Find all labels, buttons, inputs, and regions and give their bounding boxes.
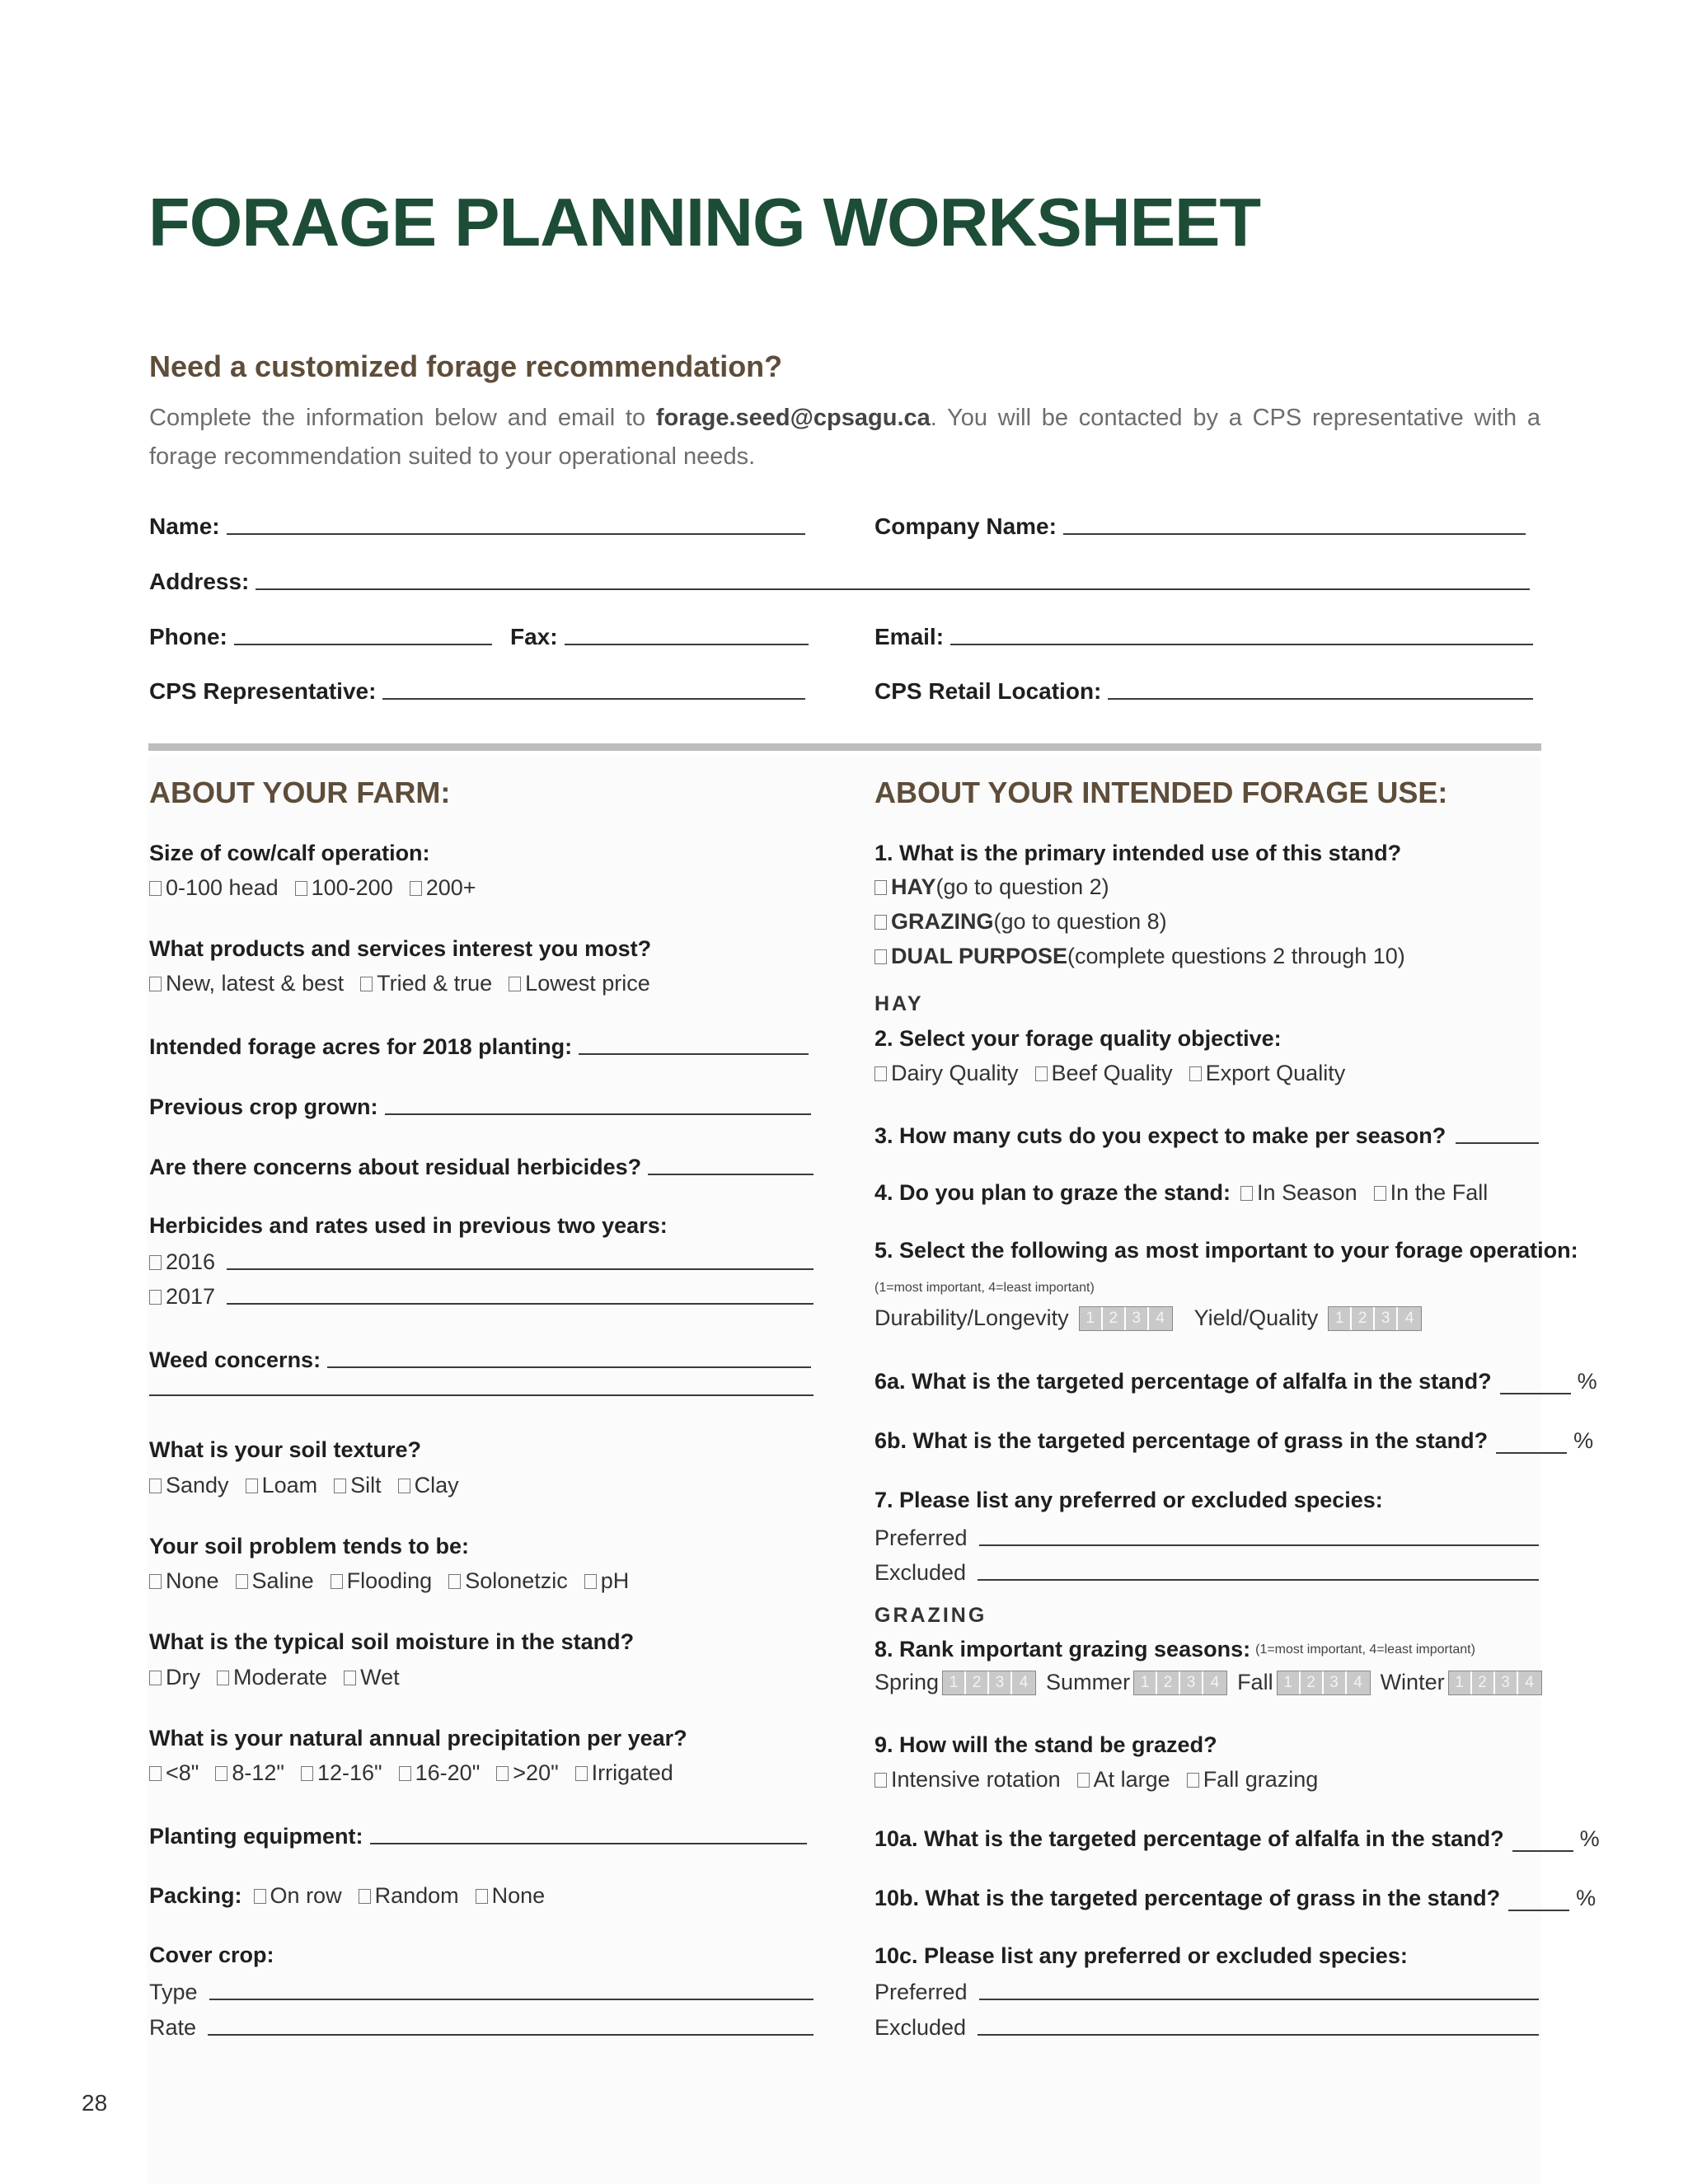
size-option[interactable]: 100-200 [295, 875, 393, 901]
checkbox[interactable] [398, 1479, 410, 1493]
section-divider [148, 743, 1541, 751]
herbicide-rates-question: Herbicides and rates used in previous two years: [149, 1213, 668, 1238]
durability-label: Durability/Longevity [874, 1305, 1069, 1330]
cover-crop-question: Cover crop: [149, 1943, 274, 1967]
soil-texture-option[interactable]: Loam [246, 1473, 318, 1498]
soil-texture-option[interactable]: Sandy [149, 1473, 229, 1498]
q1-primary-use: 1. What is the primary intended use of this stand? [874, 841, 1402, 865]
soil-problem-option[interactable]: Saline [236, 1568, 314, 1594]
hay-subheading: HAY [874, 992, 924, 1015]
checkbox[interactable] [360, 977, 373, 991]
address-field[interactable]: Address: [149, 562, 1530, 595]
q2-quality-objective: 2. Select your forage quality objective: [874, 1026, 1282, 1051]
cps-rep-field[interactable]: CPS Representative: [149, 672, 805, 705]
checkbox[interactable] [410, 881, 422, 896]
soil-texture-option[interactable]: Clay [398, 1473, 459, 1498]
yield-label: Yield/Quality [1193, 1305, 1319, 1330]
phone-field[interactable]: Phone: [149, 617, 492, 650]
fall-rank[interactable]: 1 2 3 4 [1277, 1671, 1371, 1695]
q1-option-hay[interactable]: HAY (go to question 2) [874, 874, 1109, 900]
checkbox[interactable] [215, 1766, 227, 1781]
grass-percent-input[interactable] [1496, 1427, 1567, 1454]
grazing-subheading: GRAZING [874, 1604, 987, 1627]
size-option[interactable]: 0-100 head [149, 875, 279, 901]
checkbox[interactable] [254, 1889, 266, 1904]
cps-retail-field[interactable]: CPS Retail Location: [874, 672, 1533, 705]
residual-herbicide-field[interactable]: Are there concerns about residual herbicides? [149, 1147, 814, 1180]
checkbox[interactable] [1189, 1066, 1202, 1081]
grazing-method-option[interactable]: Fall grazing [1187, 1767, 1319, 1793]
q2-options [874, 1061, 1362, 1086]
alfalfa-percent-input-2[interactable] [1512, 1825, 1573, 1852]
checkbox[interactable] [149, 1255, 162, 1270]
q5-rank-row [874, 1305, 1422, 1331]
q10b-grass-row: 10b. What is the targeted percentage of grass in the stand? % [874, 1885, 1597, 1910]
checkbox[interactable] [246, 1479, 258, 1493]
quality-option[interactable]: Export Quality [1189, 1061, 1346, 1086]
q9-grazing-method: 9. How will the stand be grazed? [874, 1732, 1217, 1757]
q3-cuts-field[interactable]: 3. How many cuts do you expect to make per season? [874, 1116, 1539, 1149]
graze-option[interactable]: In the Fall [1374, 1180, 1489, 1206]
q10a-alfalfa-row: 10a. What is the targeted percentage of alfalfa in the stand? % [874, 1825, 1600, 1851]
soil-problem-option[interactable]: Flooding [331, 1568, 433, 1594]
checkbox[interactable] [399, 1766, 411, 1781]
checkbox[interactable] [584, 1574, 597, 1589]
q7-species: 7. Please list any preferred or excluded species: [874, 1488, 1383, 1512]
checkbox[interactable] [149, 1574, 162, 1589]
winter-rank[interactable]: 1 2 3 4 [1448, 1671, 1542, 1695]
checkbox[interactable] [575, 1766, 588, 1781]
packing-option[interactable]: None [476, 1883, 546, 1909]
page-number: 28 [82, 2090, 108, 2116]
q8-seasons-row: Spring 1 2 3 4 Summer 1 2 3 4 Fall 1 2 3 4 Winter 1 2 3 4 [874, 1670, 1542, 1695]
alfalfa-percent-input[interactable] [1500, 1368, 1571, 1394]
precipitation-option[interactable]: 12-16" [301, 1760, 382, 1786]
fax-field[interactable]: Fax: [510, 617, 809, 650]
previous-crop-field[interactable]: Previous crop grown: [149, 1087, 811, 1120]
q1-option-grazing[interactable]: GRAZING (go to question 8) [874, 909, 1167, 935]
email-field[interactable]: Email: [874, 617, 1533, 650]
checkbox[interactable] [1187, 1773, 1199, 1788]
checkbox[interactable] [359, 1889, 371, 1904]
precipitation-options [149, 1760, 690, 1786]
checkbox[interactable] [334, 1479, 346, 1493]
precipitation-option[interactable]: Irrigated [575, 1760, 673, 1786]
intro-paragraph: Complete the information below and email to forage.seed@cpsagu.ca. You will be contacted by a CPS representative with a forage recommendation suited to your operational needs. [149, 405, 1540, 470]
yield-rank[interactable]: 1 2 3 4 [1328, 1306, 1422, 1331]
quality-option[interactable]: Dairy Quality [874, 1061, 1019, 1086]
cover-type-field[interactable]: Type [149, 1972, 814, 2005]
q10c-preferred-field[interactable]: Preferred [874, 1972, 1539, 2005]
packing-option[interactable]: On row [254, 1883, 342, 1909]
acres-field[interactable]: Intended forage acres for 2018 planting: [149, 1027, 809, 1060]
checkbox[interactable] [1035, 1066, 1048, 1081]
name-field[interactable]: Name: [149, 507, 805, 540]
products-question: What products and services interest you most? [149, 936, 652, 961]
soil-texture-options [149, 1473, 476, 1498]
q1-option-dual[interactable]: DUAL PURPOSE (complete questions 2 through 10) [874, 944, 1405, 969]
q7-preferred-field[interactable]: Preferred [874, 1518, 1539, 1551]
herbicide-2016-field[interactable]: 2016 [149, 1242, 814, 1275]
soil-problem-option[interactable]: None [149, 1568, 219, 1594]
checkbox[interactable] [149, 881, 162, 896]
precipitation-option[interactable]: >20" [496, 1760, 558, 1786]
checkbox[interactable] [217, 1671, 229, 1685]
precipitation-question: What is your natural annual precipitation per year? [149, 1726, 687, 1750]
moisture-question: What is the typical soil moisture in the stand? [149, 1629, 635, 1654]
email-link[interactable]: forage.seed@cpsagu.ca [655, 405, 931, 431]
checkbox[interactable] [1374, 1186, 1386, 1201]
graze-option[interactable]: In Season [1240, 1180, 1357, 1206]
precipitation-option[interactable]: 8-12" [215, 1760, 284, 1786]
soil-problem-options [149, 1568, 645, 1594]
grazing-method-option[interactable]: At large [1077, 1767, 1170, 1793]
checkbox[interactable] [1077, 1773, 1090, 1788]
q5-note: (1=most important, 4=least important) [874, 1281, 1095, 1295]
checkbox[interactable] [874, 915, 887, 930]
checkbox[interactable] [301, 1766, 313, 1781]
products-option[interactable]: New, latest & best [149, 971, 344, 996]
spring-rank[interactable]: 1 2 3 4 [942, 1671, 1036, 1695]
q5-importance: 5. Select the following as most important to your forage operation: [874, 1238, 1578, 1263]
moisture-option[interactable]: Dry [149, 1665, 200, 1690]
checkbox[interactable] [149, 1766, 162, 1781]
soil-problem-option[interactable]: Solonetzic [448, 1568, 568, 1594]
checkbox[interactable] [874, 1773, 887, 1788]
checkbox[interactable] [344, 1671, 356, 1685]
moisture-option[interactable]: Moderate [217, 1665, 327, 1690]
moisture-option[interactable]: Wet [344, 1665, 400, 1690]
products-option[interactable]: Lowest price [509, 971, 650, 996]
checkbox[interactable] [874, 880, 887, 895]
farm-heading: ABOUT YOUR FARM: [149, 776, 451, 809]
q6a-alfalfa-row: 6a. What is the targeted percentage of alfalfa in the stand? % [874, 1368, 1597, 1394]
q7-excluded-field[interactable]: Excluded [874, 1553, 1539, 1586]
products-options [149, 971, 667, 996]
size-question: Size of cow/calf operation: [149, 841, 430, 865]
checkbox[interactable] [496, 1766, 509, 1781]
grass-percent-input-2[interactable] [1508, 1885, 1569, 1911]
soil-texture-option[interactable]: Silt [334, 1473, 382, 1498]
soil-problem-option[interactable]: pH [584, 1568, 630, 1594]
forage-use-heading: ABOUT YOUR INTENDED FORAGE USE: [874, 776, 1448, 809]
cover-rate-field[interactable]: Rate [149, 2008, 814, 2041]
herbicide-2017-field[interactable]: 2017 [149, 1277, 814, 1310]
checkbox[interactable] [236, 1574, 248, 1589]
checkbox[interactable] [1240, 1186, 1253, 1201]
summer-rank[interactable]: 1 2 3 4 [1133, 1671, 1227, 1695]
checkbox[interactable] [874, 949, 887, 964]
subtitle: Need a customized forage recommendation? [149, 349, 783, 383]
checkbox[interactable] [149, 1479, 162, 1493]
q8-row: 8. Rank important grazing seasons: (1=most important, 4=least important) [874, 1637, 1475, 1661]
packing-row: Packing: On row Random None [149, 1883, 546, 1908]
weed-concerns-line[interactable] [149, 1394, 814, 1396]
checkbox[interactable] [149, 1290, 162, 1305]
planting-equipment-field[interactable]: Planting equipment: [149, 1816, 807, 1849]
checkbox[interactable] [874, 1066, 887, 1081]
checkbox[interactable] [509, 977, 521, 991]
checkbox[interactable] [331, 1574, 343, 1589]
size-options [149, 875, 493, 901]
precipitation-option[interactable]: <8" [149, 1760, 199, 1786]
soil-texture-question: What is your soil texture? [149, 1437, 422, 1462]
soil-problem-question: Your soil problem tends to be: [149, 1534, 470, 1558]
checkbox[interactable] [295, 881, 307, 896]
q10c-species: 10c. Please list any preferred or excluded species: [874, 1943, 1408, 1968]
quality-option[interactable]: Beef Quality [1035, 1061, 1173, 1086]
moisture-options [149, 1665, 416, 1690]
weed-concerns-field[interactable]: Weed concerns: [149, 1340, 811, 1373]
q6b-grass-row: 6b. What is the targeted percentage of grass in the stand? % [874, 1427, 1594, 1453]
q9-options [874, 1767, 1334, 1793]
company-field[interactable]: Company Name: [874, 507, 1526, 540]
q4-graze-row: 4. Do you plan to graze the stand: In Season In the Fall [874, 1180, 1489, 1205]
q10c-excluded-field[interactable]: Excluded [874, 2008, 1539, 2041]
packing-option[interactable]: Random [359, 1883, 459, 1909]
checkbox[interactable] [448, 1574, 461, 1589]
page-title: FORAGE PLANNING WORKSHEET [148, 184, 1261, 260]
size-option[interactable]: 200+ [410, 875, 476, 901]
durability-rank[interactable]: 1 2 3 4 [1079, 1306, 1173, 1331]
checkbox[interactable] [476, 1889, 488, 1904]
checkbox[interactable] [149, 977, 162, 991]
products-option[interactable]: Tried & true [360, 971, 492, 996]
checkbox[interactable] [149, 1671, 162, 1685]
grazing-method-option[interactable]: Intensive rotation [874, 1767, 1061, 1793]
precipitation-option[interactable]: 16-20" [399, 1760, 481, 1786]
